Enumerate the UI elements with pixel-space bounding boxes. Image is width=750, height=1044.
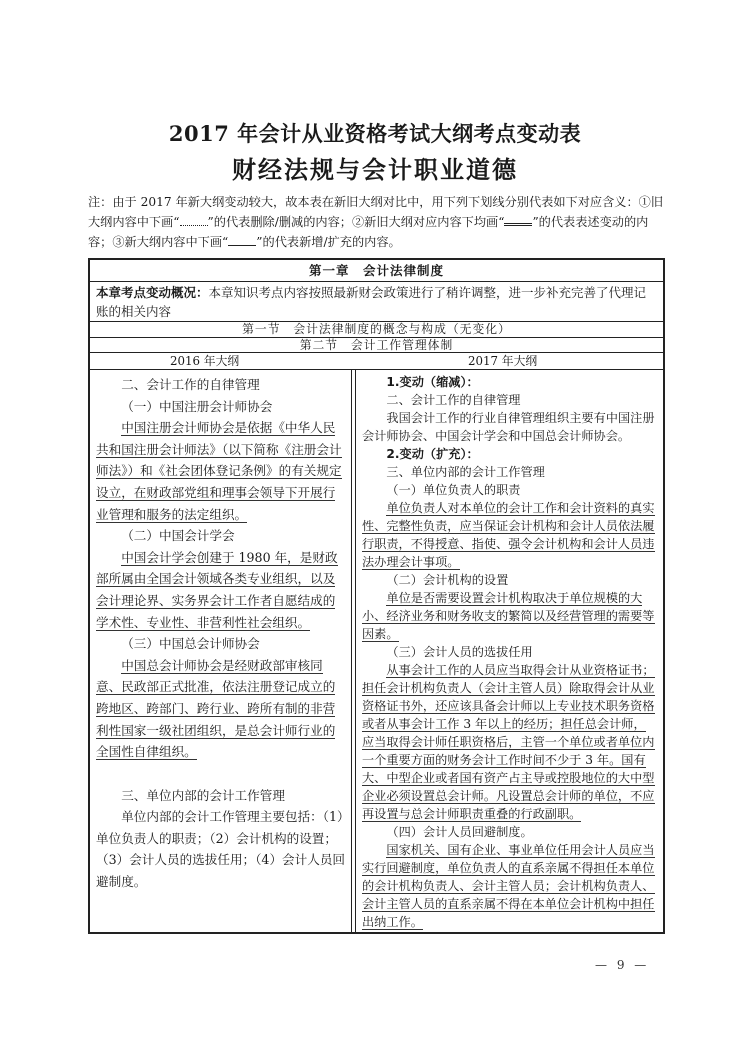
note-text-2: ”的代表删除/删减的内容；②新旧大纲对应内容下均画“	[207, 215, 505, 229]
chapter-heading: 第一章 会计法律制度	[90, 260, 663, 282]
right-heading-1: 二、会计工作的自律管理	[386, 393, 521, 407]
comparison-table	[88, 258, 665, 934]
left-paragraph-1: 中国注册会计师协会是依据《中华人民共和国注册会计师法》（以下简称《注册会计师法》）和《社会团体登记条例》的有关规定设立，在财政部党组和理事会领导下开展行业管理和服务的法定组织。	[96, 420, 342, 522]
column-header-2016: 2016 年大纲	[170, 354, 240, 368]
right-paragraph-2: 单位负责人对本单位的会计工作和会计资料的真实性、完整性负责，应当保证会计机构和会计人员依法履行职责，不得授意、指使、强令会计机构和会计人员违法办理会计事项。	[362, 501, 655, 569]
left-spacer	[96, 763, 345, 785]
right-paragraph-5: 国家机关、国有企业、事业单位任用会计人员应当实行回避制度，单位负责人的直系亲属不得担任本单位的会计机构负责人、会计主管人员；会计机构负责人、会计主管人员的直系亲属不得在本单位会计机构中担任出纳工作。	[362, 843, 655, 929]
left-heading-2: 三、单位内部的会计工作管理	[121, 787, 285, 803]
single-underline-sample	[228, 236, 256, 246]
right-subheading-a: （一）单位负责人的职责	[386, 483, 521, 497]
note-text-3: ”的代表表述变动的内容；③新大纲内容中下画“	[88, 215, 649, 249]
left-subheading-c: （三）中国总会计师协会	[121, 636, 260, 652]
new-syllabus-column	[355, 370, 663, 932]
left-paragraph-4: 单位内部的会计工作管理主要包括：（1）单位负责人的职责；（2）会计机构的设置；（3）会计人员的选拔任用；（4）会计人员回避制度。	[96, 809, 346, 890]
right-subheading-d: （四）会计人员回避制度。	[386, 825, 533, 839]
section-2-heading: 第二节 会计工作管理体制	[90, 338, 663, 353]
right-paragraph-3: 单位是否需要设置会计机构取决于单位规模的大小、经济业务和财务收支的繁简以及经营管理的需要等因素。	[362, 591, 655, 641]
summary-text: 本章知识考点内容按照最新财会政策进行了稍许调整，进一步补充完善了代理记账的相关内容	[96, 285, 647, 319]
left-paragraph-2: 中国会计学会创建于 1980 年，是财政部所属由全国会计领域各类专业组织，以及会计理论界、实务界会计工作者自愿结成的学术性、专业性、非营利性社会组织。	[96, 549, 338, 630]
section-1-heading: 第一节 会计法律制度的概念与构成（无变化）	[90, 322, 663, 338]
right-subheading-b: （二）会计机构的设置	[386, 573, 509, 587]
chapter-summary	[90, 282, 663, 322]
left-subheading-b: （二）中国会计学会	[121, 528, 235, 544]
column-header-row	[90, 353, 663, 370]
summary-label: 本章考点变动概况：	[96, 285, 209, 300]
right-paragraph-4: 从事会计工作的人员应当取得会计从业资格证书；担任会计机构负责人（会计主管人员）除取得会计从业资格证书外，还应该具备会计师以上专业技术职务资格或者从事会计工作 3 年以上的经历；担任总会计师，应当取得会计师任职资格后，主管一个单位或者单位内一个重要方面的财务会计工作时间不少于 3 年。国有大、中型企业或者国有资产占主导或控股地位的大中型企业必须设置总会计师。凡设置总会计师的单位，不应再设置与总会计师职责重叠的行政副职。	[362, 663, 655, 821]
right-change-1-label: 1.变动（缩减）：	[386, 375, 479, 389]
right-heading-2: 三、单位内部的会计工作管理	[386, 465, 545, 479]
column-header-2017: 2017 年大纲	[468, 354, 538, 368]
right-paragraph-1: 我国会计工作的行业自律管理组织主要有中国注册会计师协会、中国会计学会和中国总会计师协会。	[362, 411, 655, 443]
wavy-underline-sample	[180, 216, 208, 226]
page-title: 2017 年会计从业资格考试大纲考点变动表	[168, 121, 582, 146]
right-subheading-c: （三）会计人员的选拔任用	[386, 645, 533, 659]
old-syllabus-column	[90, 370, 352, 932]
page-number: — 9 —	[595, 958, 650, 972]
left-heading-1: 二、会计工作的自律管理	[121, 377, 260, 392]
left-subheading-a: （一）中国注册会计师协会	[121, 398, 273, 414]
note-text-1: 注：由于 2017 年新大纲变动较大，故本表在新旧大纲对比中，用下列下划线分别代表如下对应含义：①旧大纲内容中下画“	[88, 195, 664, 229]
left-paragraph-3: 中国总会计师协会是经财政部审核同意、民政部正式批准，依法注册登记成立的跨地区、跨部门、跨行业、跨所有制的非营利性国家一级社团组织，是总会计师行业的全国性自律组织。	[96, 657, 336, 760]
right-change-2-label: 2.变动（扩充）：	[386, 447, 479, 461]
double-underline-sample	[504, 214, 532, 226]
note-paragraph	[88, 192, 668, 252]
page-subtitle: 财经法规与会计职业道德	[232, 155, 518, 184]
note-text-4: ”的代表新增/扩充的内容。	[256, 235, 401, 249]
